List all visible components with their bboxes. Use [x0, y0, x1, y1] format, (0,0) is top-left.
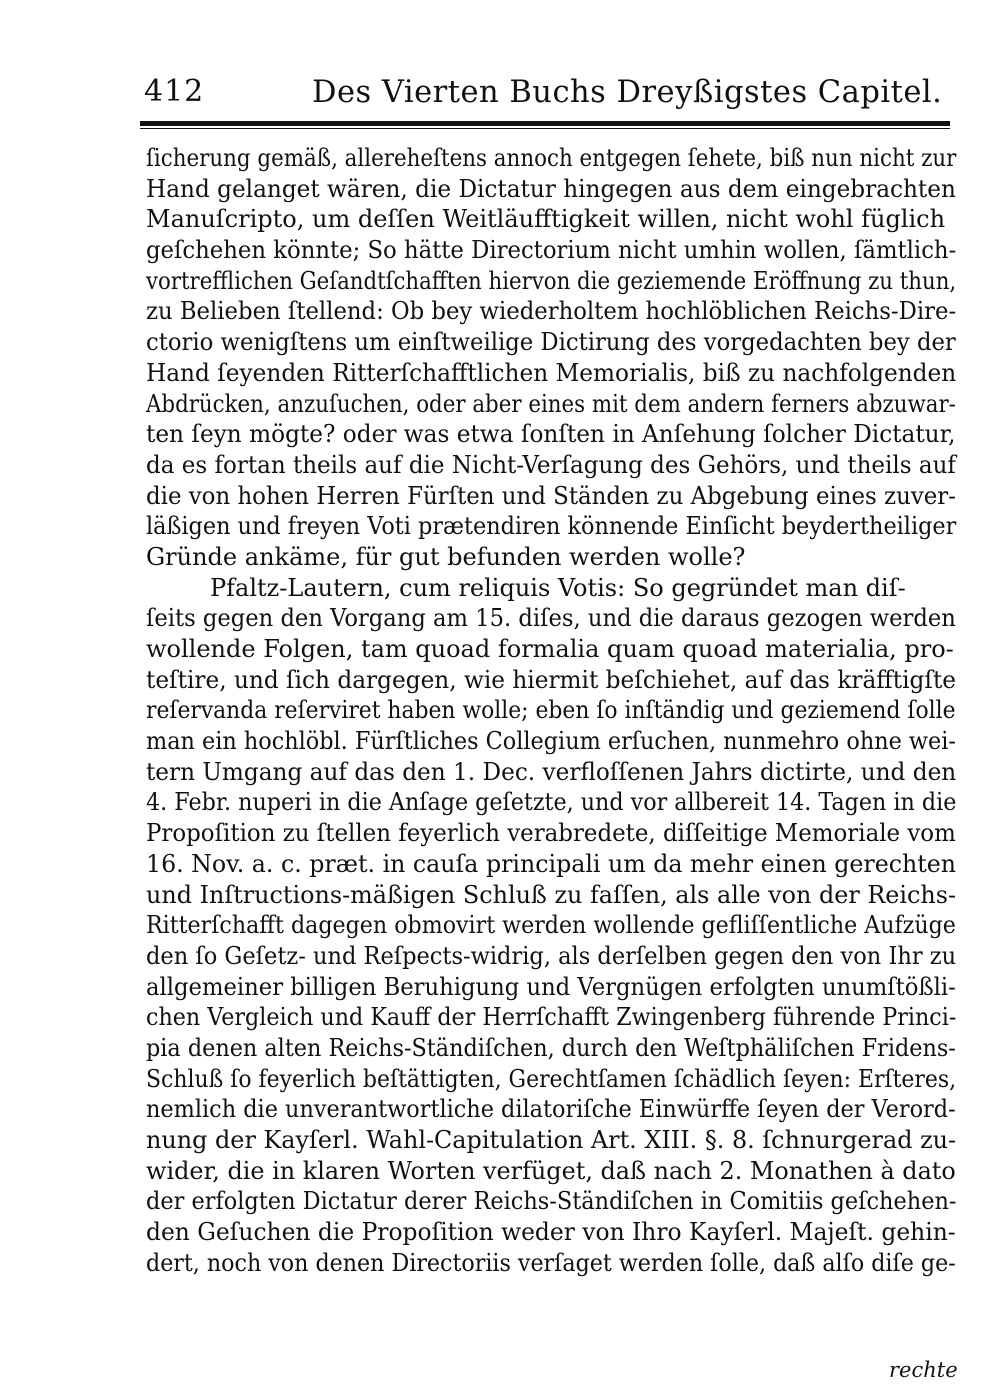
body-text	[146, 143, 956, 1278]
text-line: ſeits gegen den Vorgang am 15. diſes, und die daraus gezogen werden	[146, 604, 956, 633]
running-title: Des Vierten Buchs Dreyßigstes Capitel.	[312, 74, 943, 110]
text-line: reſervanda reſerviret haben wolle; eben ſo inſtändig und geziemend ſolle	[146, 696, 956, 725]
text-line: Ritterſchafft dagegen obmovirt werden wollende gefliſſentliche Aufzüge	[146, 911, 956, 940]
paragraph-start-line: Pfaltz-Lautern, cum reliquis Votis: So gegründet man diſ-	[210, 573, 906, 602]
text-line: wider, die in klaren Worten verfüget, daß nach 2. Monathen à dato	[146, 1156, 956, 1185]
text-line: Propoſition zu ſtellen feyerlich verabredete, diſſeitige Memoriale vom	[146, 819, 956, 848]
text-line: 16. Nov. a. c. præt. in cauſa principali um da mehr einen gerechten	[146, 849, 957, 878]
text-line: nemlich die unverantwortliche dilatoriſche Einwürffe ſeyen der Verord-	[146, 1095, 956, 1124]
text-line: tern Umgang auf das den 1. Dec. verfloſſenen Jahrs dictirte, und den	[146, 757, 957, 786]
text-line: Manuſcripto, um deſſen Weitläufftigkeit willen, nicht wohl füglich	[146, 205, 946, 234]
page-header	[140, 70, 950, 114]
text-line: teſtire, und ſich dargegen, wie hiermit beſchiehet, auf das kräfftigſte	[146, 665, 957, 694]
text-line: dert, noch von denen Directoriis verſaget werden ſolle, daß alſo diſe ge-	[146, 1248, 956, 1277]
text-line: zu Belieben ſtellend: Ob bey wiederholtem hochlöblichen Reichs-Dire-	[146, 297, 957, 326]
text-line: man ein hochlöbl. Fürſtliches Collegium erſuchen, nunmehro ohne wei-	[146, 727, 956, 756]
text-line: ctorio wenigſtens um einſtweilige Dictirung des vorgedachten bey der	[146, 328, 956, 357]
catchword: rechte	[889, 1358, 958, 1382]
text-line: Hand ſeyenden Ritterſchafftlichen Memorialis, biß zu nachfolgenden	[146, 358, 957, 387]
text-line: den Geſuchen die Propoſition weder von Ihro Kayſerl. Majeſt. gehin-	[146, 1218, 956, 1247]
text-line: pia denen alten Reichs-Ständiſchen, durch den Weſtphäliſchen Fridens-	[146, 1033, 956, 1062]
text-line: da es fortan theils auf die Nicht-Verſagung des Gehörs, und theils auf	[146, 450, 956, 479]
text-line: der erfolgten Dictatur derer Reichs-Ständiſchen in Comitiis geſchehen-	[146, 1187, 957, 1216]
text-line: geſchehen könnte; So hätte Directorium nicht umhin wollen, ſämtlich-	[146, 236, 957, 265]
header-rule	[140, 121, 950, 126]
text-line: Abdrücken, anzuſuchen, oder aber eines mit dem andern ferners abzuwar-	[146, 389, 956, 418]
text-line: die von hohen Herren Fürſten und Ständen zu Abgebung eines zuver-	[146, 481, 956, 510]
text-line: Schluß ſo feyerlich beſtättigten, Gerechtſamen ſchädlich ſeyen: Erſteres,	[146, 1064, 957, 1093]
text-line: ten ſeyn mögte? oder was etwa ſonſten in Anſehung ſolcher Dictatur,	[146, 420, 956, 449]
text-line: chen Vergleich und Kauff der Herrſchafft Zwingenberg führende Princi-	[146, 1003, 957, 1032]
text-line: vortrefflichen Geſandtſchafften hiervon die geziemende Eröffnung zu thun,	[146, 266, 957, 295]
text-line: Gründe ankäme, für gut befunden werden wolle?	[146, 542, 746, 571]
page-number: 412	[144, 74, 205, 109]
text-line: den ſo Geſetz- und Reſpects-widrig, als derſelben gegen den von Ihr zu	[146, 941, 957, 970]
text-line: und Inſtructions-mäßigen Schluß zu faſſen, als alle von der Reichs-	[146, 880, 957, 909]
text-line: allgemeiner billigen Beruhigung und Vergnügen erfolgten unumſtößli-	[146, 972, 956, 1001]
text-line: läßigen und freyen Voti prætendiren könnende Einſicht beydertheiliger	[146, 512, 957, 541]
header-rule-thin	[140, 128, 950, 129]
text-line: 4. Febr. nuperi in die Anſage geſetzte, und vor allbereit 14. Tagen in die	[146, 788, 957, 817]
text-line: wollende Folgen, tam quoad formalia quam quoad materialia, pro-	[146, 635, 954, 663]
text-line: ſicherung gemäß, allereheſtens annoch entgegen ſehete, biß nun nicht zur	[146, 144, 957, 172]
text-line: Hand gelanget wären, die Dictatur hingegen aus dem eingebrachten	[146, 174, 956, 203]
text-line: nung der Kayſerl. Wahl-Capitulation Art. XIII. §. 8. ſchnurgerad zu-	[146, 1126, 957, 1154]
